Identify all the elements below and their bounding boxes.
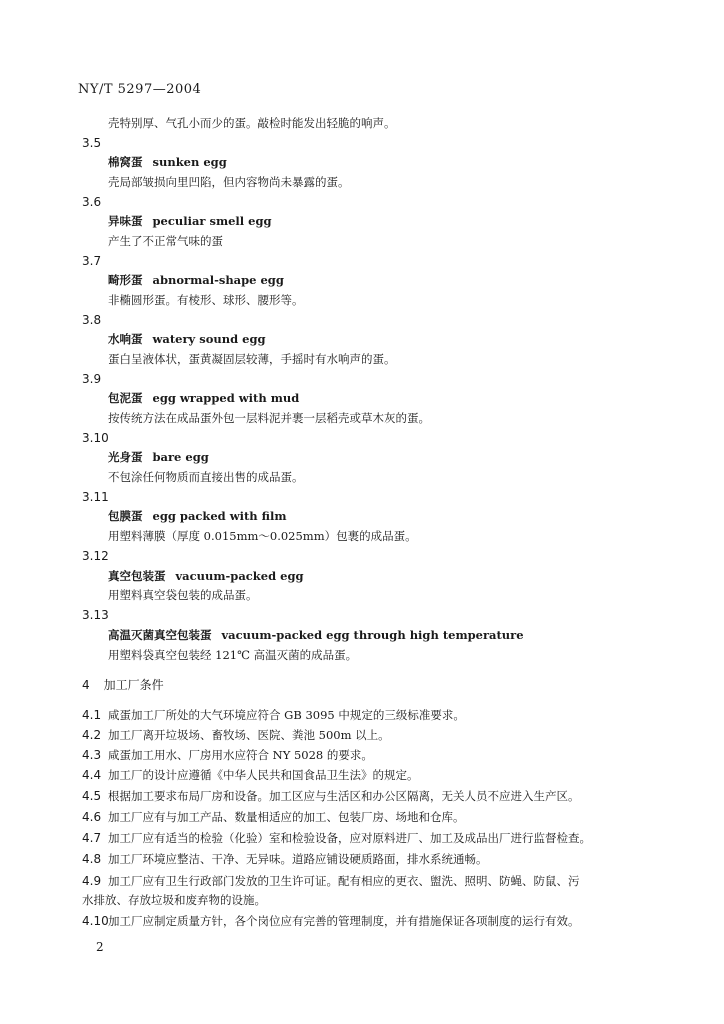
term-heading [108,332,266,346]
clause [82,914,580,928]
term-number: 3.7 [82,254,102,268]
term-definition: 用塑料真空袋包装的成品蛋。 [108,588,258,602]
clause-number: 4.2 [82,728,102,742]
section-title: 加工厂条件 [103,678,164,692]
term-definition: 蛋白呈液体状，蛋黄凝固层较薄，手摇时有水响声的蛋。 [108,352,396,366]
term-en: egg wrapped with mud [152,391,300,405]
term-heading [108,273,284,287]
term-zh: 高温灭菌真空包装蛋 [108,628,212,642]
term-number: 3.11 [82,490,109,504]
term-definition: 壳局部皱损向里凹陷，但内容物尚未暴露的蛋。 [108,175,350,189]
clause-number: 4.3 [82,748,102,762]
clause-continuation: 水排放、存放垃圾和废弃物的设施。 [82,893,266,907]
term-number: 3.5 [82,136,102,150]
term-zh: 真空包装蛋 [108,569,166,583]
term-definition: 不包涂任何物质而直接出售的成品蛋。 [108,470,304,484]
term-heading [108,569,304,583]
term-number: 3.6 [82,195,102,209]
term-en: vacuum-packed egg [175,569,304,583]
intro-text: 壳特别厚、气孔小而少的蛋。敲检时能发出轻脆的响声。 [108,116,396,130]
term-definition: 非椭圆形蛋。有棱形、球形、腰形等。 [108,293,304,307]
clause [82,728,390,742]
term-zh: 畸形蛋 [108,273,143,287]
term-definition: 用塑料袋真空包装经 121℃ 高温灭菌的成品蛋。 [108,648,358,662]
clause-text: 咸蛋加工厂所处的大气环境应符合 GB 3095 中规定的三级标准要求。 [108,708,465,722]
clause-text: 加工厂应有与加工产品、数量相适应的加工、包装厂房、场地和仓库。 [108,810,465,824]
clause-number: 4.4 [82,768,102,782]
term-definition: 用塑料薄膜（厚度 0.015mm～0.025mm）包裹的成品蛋。 [108,529,417,543]
term-zh: 光身蛋 [108,450,143,464]
term-zh: 包泥蛋 [108,391,143,405]
term-heading [108,214,272,228]
term-en: watery sound egg [152,332,266,346]
term-heading [108,391,299,405]
term-en: peculiar smell egg [152,214,272,228]
clause-text: 加工厂环境应整洁、干净、无异味。道路应铺设硬质路面，排水系统通畅。 [108,852,488,866]
clause [82,852,488,866]
term-en: sunken egg [152,155,227,169]
clause-number: 4.10 [82,914,109,928]
clause-number: 4.6 [82,810,102,824]
term-en: abnormal-shape egg [152,273,284,287]
clause-number: 4.7 [82,831,102,845]
section-number: 4 [82,678,90,692]
term-en: bare egg [152,450,209,464]
clause [82,789,580,803]
term-number: 3.12 [82,549,109,563]
term-heading [108,450,209,464]
standard-id-header: NY/T 5297—2004 [78,82,202,97]
clause-text: 加工厂离开垃圾场、畜牧场、医院、粪池 500m 以上。 [108,728,390,742]
term-number: 3.8 [82,313,102,327]
term-number: 3.9 [82,372,102,386]
clause-text: 根据加工要求布局厂房和设备。加工区应与生活区和办公区隔离，无关人员不应进入生产区。 [108,789,580,803]
term-zh: 棉窝蛋 [108,155,143,169]
term-number: 3.10 [82,431,109,445]
clause [82,748,373,762]
page-number: 2 [96,940,104,954]
clause-text: 咸蛋加工用水、厂房用水应符合 NY 5028 的要求。 [108,748,373,762]
term-number: 3.13 [82,608,109,622]
term-heading [108,155,227,169]
clause-number: 4.8 [82,852,102,866]
term-zh: 水响蛋 [108,332,143,346]
term-zh: 异味蛋 [108,214,143,228]
term-definition: 产生了不正常气味的蛋 [108,234,223,248]
term-en: vacuum-packed egg through high temperature [221,628,524,642]
term-zh: 包膜蛋 [108,509,143,523]
clause-number: 4.9 [82,874,102,888]
term-en: egg packed with film [152,509,287,523]
clause [82,874,580,888]
clause [82,810,465,824]
term-heading [108,509,287,523]
section-heading [82,678,164,692]
clause [82,831,591,845]
clause [82,768,419,782]
term-definition: 按传统方法在成品蛋外包一层料泥并裹一层稻壳或草木灰的蛋。 [108,411,430,425]
clause-text: 加工厂应有卫生行政部门发放的卫生许可证。配有相应的更衣、盥洗、照明、防蝇、防鼠、污 [108,874,580,888]
clause-number: 4.5 [82,789,102,803]
clause-text: 加工厂的设计应遵循《中华人民共和国食品卫生法》的规定。 [108,768,419,782]
clause [82,708,465,722]
term-heading [108,628,524,642]
clause-number: 4.1 [82,708,102,722]
clause-text: 加工厂应制定质量方针，各个岗位应有完善的管理制度，并有措施保证各项制度的运行有效。 [108,914,580,928]
clause-text: 加工厂应有适当的检验（化验）室和检验设备，应对原料进厂、加工及成品出厂进行监督检查。 [108,831,591,845]
